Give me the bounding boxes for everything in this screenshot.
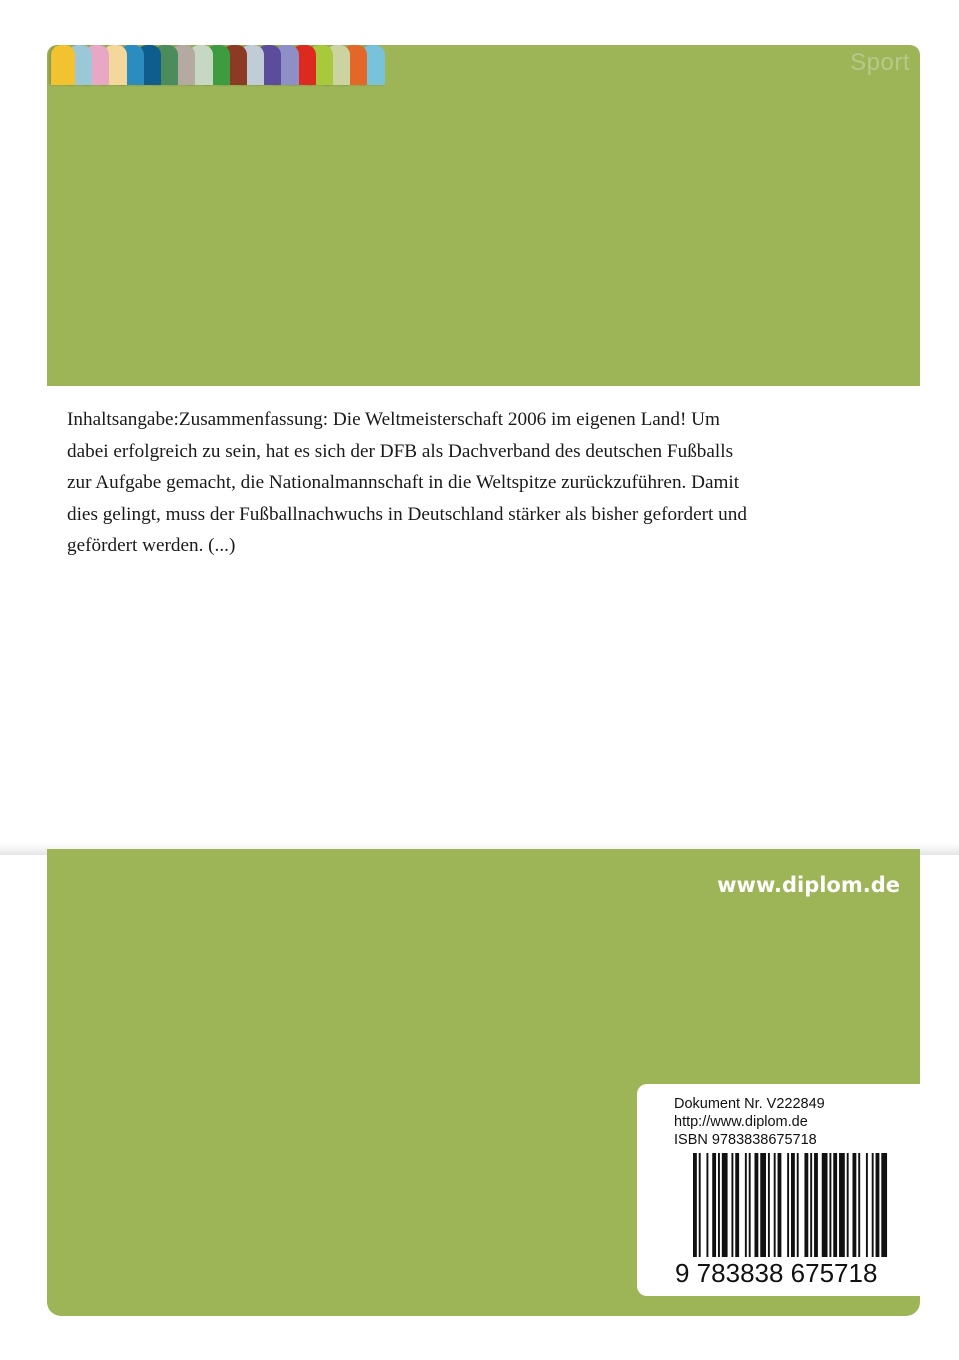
cover-bottom-panel xyxy=(47,849,920,1316)
barcode-bar xyxy=(722,1153,728,1257)
barcode-bar xyxy=(822,1153,828,1257)
barcode-bar xyxy=(852,1153,856,1257)
barcode-bar xyxy=(829,1153,831,1257)
summary-line: zur Aufgabe gemacht, die Nationalmannschaft in die Weltspitze zurückzuführen. Damit xyxy=(67,472,740,493)
barcode-bar xyxy=(712,1153,716,1257)
barcode-bar xyxy=(858,1153,860,1257)
barcode-bar xyxy=(833,1153,837,1257)
isbn-box xyxy=(637,1084,920,1296)
color-tab xyxy=(51,45,75,85)
barcode-bar xyxy=(731,1153,733,1257)
barcode-bar xyxy=(839,1153,845,1257)
barcode-bar xyxy=(706,1153,708,1257)
color-tabs xyxy=(47,45,387,85)
barcode-bar xyxy=(749,1153,751,1257)
barcode-digits: 9 783838 675718 xyxy=(675,1258,878,1288)
barcode-bar xyxy=(797,1153,799,1257)
barcode-bar xyxy=(847,1153,849,1257)
barcode-bar xyxy=(810,1153,812,1257)
summary-line: dies gelingt, muss der Fußballnachwuchs in Deutschland stärker als bisher gefordert und xyxy=(67,503,747,525)
barcode-bar xyxy=(754,1153,758,1257)
barcode-bar xyxy=(804,1153,808,1257)
barcode-bar xyxy=(778,1153,782,1257)
publisher-website: www.diplom.de xyxy=(717,873,900,897)
summary-line: gefördert werden. (...) xyxy=(67,535,236,556)
barcode-bar xyxy=(718,1153,720,1257)
barcode-bar xyxy=(693,1153,697,1257)
isbn-number: ISBN 9783838675718 xyxy=(674,1132,817,1148)
cover-top-panel xyxy=(47,45,920,386)
barcode-bar xyxy=(745,1153,747,1257)
barcode-bar xyxy=(735,1153,739,1257)
barcode-bar xyxy=(787,1153,789,1257)
barcode-bar xyxy=(699,1153,701,1257)
barcode-bar xyxy=(876,1153,880,1257)
barcode-graphic xyxy=(693,1153,889,1257)
barcode-bar xyxy=(791,1153,795,1257)
barcode-bar xyxy=(814,1153,818,1257)
category-label: Sport xyxy=(850,49,910,76)
barcode-bar xyxy=(774,1153,776,1257)
barcode-bar xyxy=(760,1153,766,1257)
publisher-url: http://www.diplom.de xyxy=(674,1114,808,1130)
summary-line: dabei erfolgreich zu sein, hat es sich der DFB als Dachverband des deutschen Fußballs xyxy=(67,440,734,462)
barcode-bar xyxy=(866,1153,868,1257)
summary-text xyxy=(67,404,887,562)
barcode-bar xyxy=(881,1153,887,1257)
document-number: Dokument Nr. V222849 xyxy=(674,1096,825,1112)
summary-line: Inhaltsangabe:Zusammenfassung: Die Weltmeisterschaft 2006 im eigenen Land! Um xyxy=(67,409,720,430)
barcode-bar xyxy=(872,1153,874,1257)
barcode-bar xyxy=(768,1153,770,1257)
